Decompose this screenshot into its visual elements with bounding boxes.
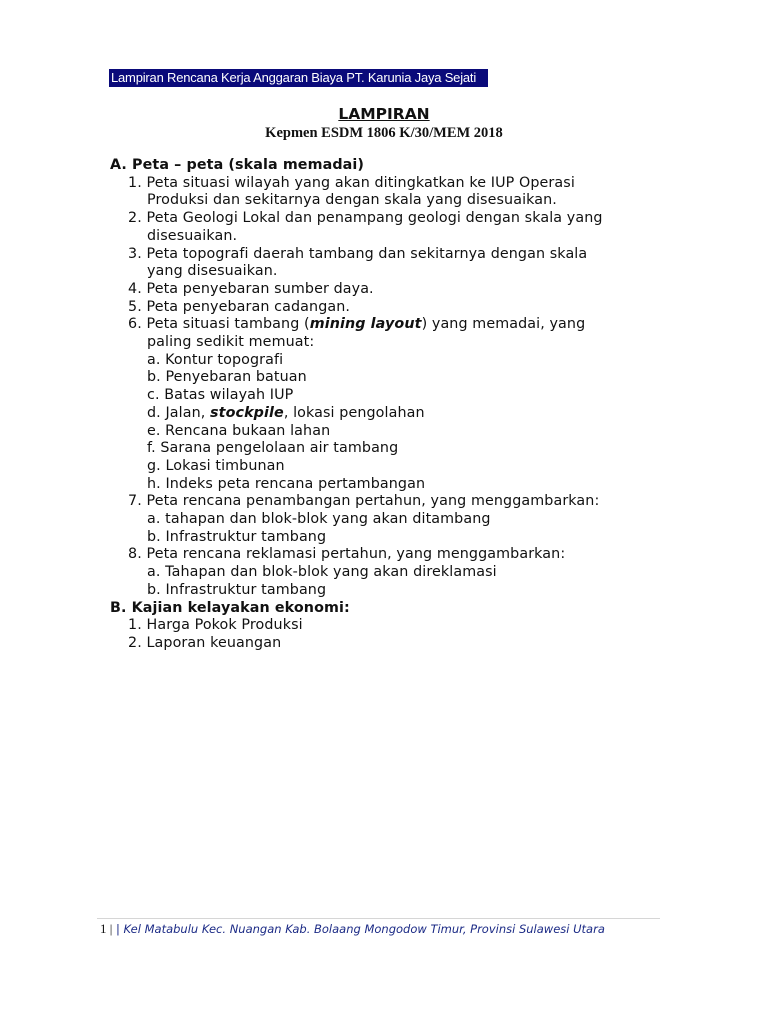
list-item bbox=[110, 316, 670, 351]
sub-list-item: b. Infrastruktur tambang bbox=[147, 581, 327, 598]
sub-list-item: a. Kontur topografi bbox=[147, 351, 284, 368]
page-title: LAMPIRAN bbox=[338, 105, 430, 123]
section-a-heading: A. Peta – peta (skala memadai) bbox=[110, 157, 365, 173]
sub-list-item: h. Indeks peta rencana pertambangan bbox=[147, 475, 426, 492]
section-b-heading: B. Kajian kelayakan ekonomi: bbox=[110, 599, 350, 616]
list-item-continuation: paling sedikit memuat: bbox=[147, 334, 315, 351]
list-item: 4. Peta penyebaran sumber daya. bbox=[128, 280, 374, 297]
sub-list-item: e. Rencana bukaan lahan bbox=[147, 422, 331, 439]
sub-list-item bbox=[110, 405, 670, 423]
footer-address: | Kel Matabulu Kec. Nuangan Kab. Bolaang Mongodow Timur, Provinsi Sulawesi Utara bbox=[116, 922, 605, 936]
list-item bbox=[110, 246, 670, 281]
page-number: 1 | bbox=[100, 921, 113, 936]
document-body bbox=[110, 157, 670, 653]
sub-list-item: a. Tahapan dan blok-blok yang akan direklamasi bbox=[147, 564, 497, 581]
list-item: 1. Harga Pokok Produksi bbox=[128, 617, 303, 634]
list-item-line: 1. Peta situasi wilayah yang akan ditingkatkan ke IUP Operasi bbox=[128, 174, 575, 191]
list-item: 8. Peta rencana reklamasi pertahun, yang menggambarkan: bbox=[128, 546, 566, 563]
emphasis-term: stockpile bbox=[210, 404, 284, 421]
emphasis-term: mining layout bbox=[309, 316, 422, 333]
sub-list-item: b. Penyebaran batuan bbox=[147, 369, 307, 386]
sub-list-item-text: , lokasi pengolahan bbox=[283, 404, 425, 421]
list-item-text: 6. Peta situasi tambang ( bbox=[128, 316, 310, 333]
list-item-line: 3. Peta topografi daerah tambang dan sekitarnya dengan skala bbox=[128, 245, 588, 262]
sub-list-item: g. Lokasi timbunan bbox=[147, 457, 285, 474]
list-item-continuation: Produksi dan sekitarnya dengan skala yang disesuaikan. bbox=[147, 192, 557, 209]
list-item: 2. Laporan keuangan bbox=[128, 634, 282, 651]
list-item: 5. Peta penyebaran cadangan. bbox=[128, 298, 351, 315]
sub-list-item-text: d. Jalan, bbox=[147, 404, 211, 421]
list-item bbox=[110, 210, 670, 245]
sub-list-item: a. tahapan dan blok-blok yang akan ditambang bbox=[147, 511, 491, 528]
document-header-banner: Lampiran Rencana Kerja Anggaran Biaya PT. Karunia Jaya Sejati bbox=[109, 69, 488, 87]
sub-list-item: c. Batas wilayah IUP bbox=[147, 387, 294, 404]
footer-divider bbox=[97, 918, 660, 919]
list-item bbox=[110, 175, 670, 210]
page-subtitle: Kepmen ESDM 1806 K/30/MEM 2018 bbox=[265, 125, 503, 141]
list-item-line: 2. Peta Geologi Lokal dan penampang geologi dengan skala yang bbox=[128, 210, 603, 227]
list-item-text: ) yang memadai, yang bbox=[421, 316, 586, 333]
list-item: 7. Peta rencana penambangan pertahun, yang menggambarkan: bbox=[128, 493, 600, 510]
list-item-continuation: disesuaikan. bbox=[147, 227, 238, 244]
sub-list-item: b. Infrastruktur tambang bbox=[147, 528, 327, 545]
list-item-continuation: yang disesuaikan. bbox=[147, 263, 278, 280]
page-footer bbox=[100, 921, 680, 937]
sub-list-item: f. Sarana pengelolaan air tambang bbox=[147, 440, 399, 457]
